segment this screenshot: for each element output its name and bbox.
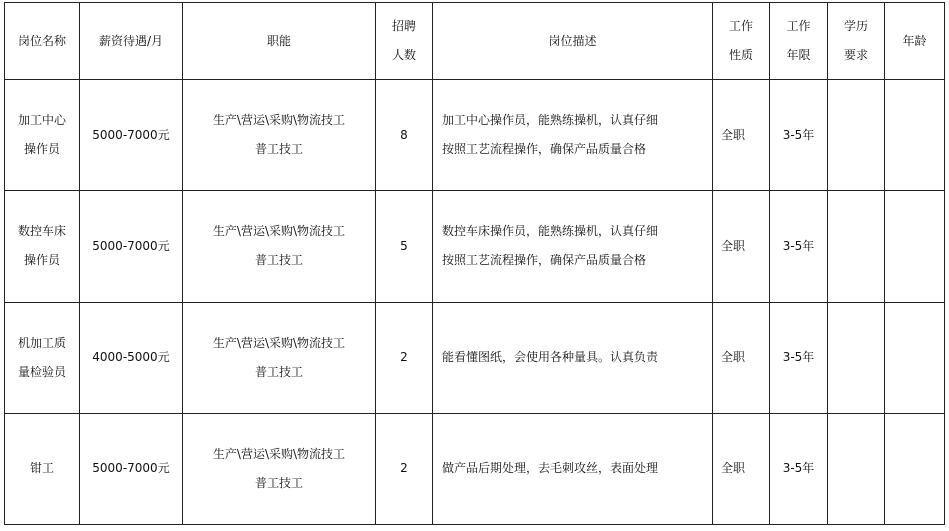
header-position-name: 岗位名称 <box>5 3 80 80</box>
header-years-line2: 年限 <box>786 48 811 62</box>
cell-work-years: 3-5年 <box>770 302 828 413</box>
cell-salary: 4000-5000元 <box>80 302 183 413</box>
cell-education <box>828 80 885 191</box>
cell-job-nature: 全职 <box>713 191 770 302</box>
cell-function: 生产\营运\采购\物流技工 普工技工 <box>183 413 376 524</box>
cell-work-years: 3-5年 <box>770 80 828 191</box>
header-nature-line2: 性质 <box>728 48 753 62</box>
header-nature-line1: 工作 <box>728 19 753 33</box>
table-header-row <box>5 3 945 80</box>
cell-work-years: 3-5年 <box>770 191 828 302</box>
cell-headcount: 5 <box>376 191 433 302</box>
header-work-years <box>770 3 828 80</box>
cell-description: 能看懂图纸，会使用各种量具。认真负责 <box>433 302 713 413</box>
cell-position-name: 钳工 <box>5 413 80 524</box>
header-headcount-line2: 人数 <box>391 48 416 62</box>
table-row <box>5 80 945 191</box>
cell-job-nature: 全职 <box>713 413 770 524</box>
cell-job-nature: 全职 <box>713 80 770 191</box>
job-listing-table <box>4 2 945 525</box>
cell-age <box>885 191 945 302</box>
cell-work-years: 3-5年 <box>770 413 828 524</box>
cell-salary: 5000-7000元 <box>80 80 183 191</box>
cell-description: 做产品后期处理，去毛刺攻丝，表面处理 <box>433 413 713 524</box>
cell-salary: 5000-7000元 <box>80 413 183 524</box>
cell-description: 数控车床操作员，能熟练操机，认真仔细 按照工艺流程操作，确保产品质量合格 <box>433 191 713 302</box>
header-education-line2: 要求 <box>843 48 868 62</box>
header-years-line1: 工作 <box>786 19 811 33</box>
cell-position-name: 加工中心 操作员 <box>5 80 80 191</box>
header-headcount-line1: 招聘 <box>391 19 416 33</box>
cell-position-name: 机加工质 量检验员 <box>5 302 80 413</box>
cell-function: 生产\营运\采购\物流技工 普工技工 <box>183 302 376 413</box>
header-description: 岗位描述 <box>433 3 713 80</box>
table-row <box>5 191 945 302</box>
header-education <box>828 3 885 80</box>
cell-age <box>885 302 945 413</box>
table-row <box>5 302 945 413</box>
cell-age <box>885 80 945 191</box>
cell-salary: 5000-7000元 <box>80 191 183 302</box>
cell-education <box>828 413 885 524</box>
header-headcount <box>376 3 433 80</box>
cell-headcount: 8 <box>376 80 433 191</box>
cell-job-nature: 全职 <box>713 302 770 413</box>
header-education-line1: 学历 <box>843 19 868 33</box>
cell-headcount: 2 <box>376 302 433 413</box>
header-salary: 薪资待遇/月 <box>80 3 183 80</box>
cell-education <box>828 191 885 302</box>
table-row <box>5 413 945 524</box>
cell-function: 生产\营运\采购\物流技工 普工技工 <box>183 80 376 191</box>
header-function: 职能 <box>183 3 376 80</box>
cell-description: 加工中心操作员，能熟练操机，认真仔细 按照工艺流程操作，确保产品质量合格 <box>433 80 713 191</box>
cell-education <box>828 302 885 413</box>
cell-headcount: 2 <box>376 413 433 524</box>
cell-function: 生产\营运\采购\物流技工 普工技工 <box>183 191 376 302</box>
header-job-nature <box>713 3 770 80</box>
cell-position-name: 数控车床 操作员 <box>5 191 80 302</box>
cell-age <box>885 413 945 524</box>
header-age: 年龄 <box>885 3 945 80</box>
